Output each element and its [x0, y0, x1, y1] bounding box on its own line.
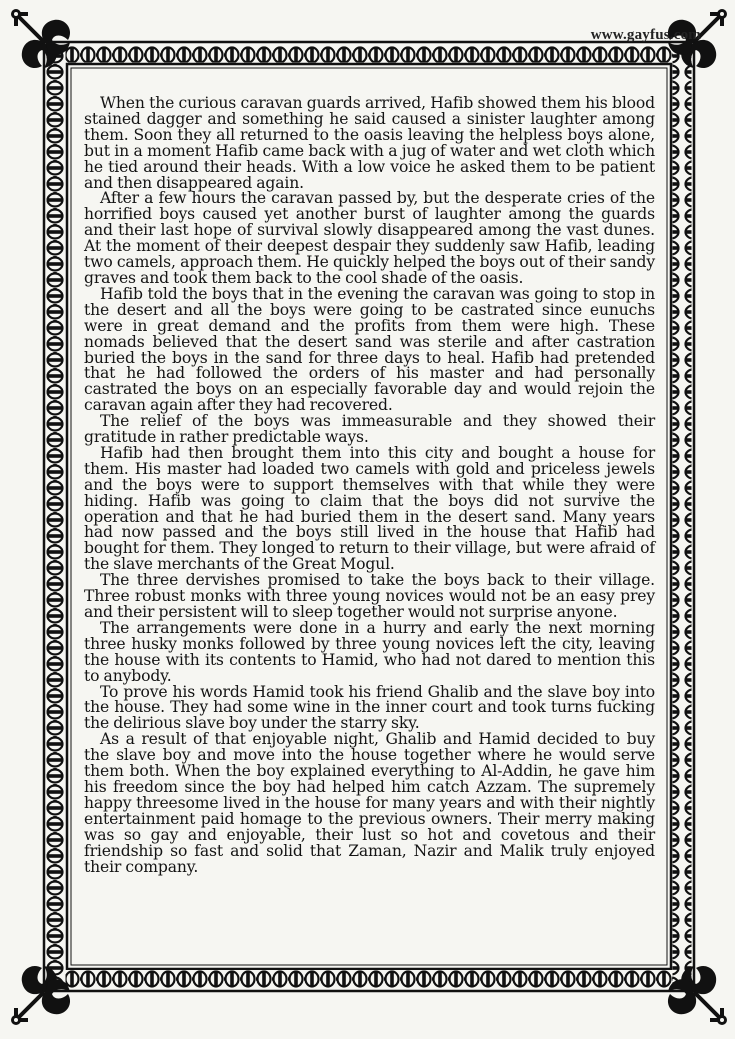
paragraph: Hafib had then brought them into this city and bought a house for them. His master had loaded two camels with gold and priceless jewels and the boys were to support themselves with that while they were hiding. Hafib was going to claim that the boys did not survive the operation and that he had buried them in the desert sand. Many years had now passed and the boys still lived in the house that Hafib had bought for them. They longed to return to their village, but were afraid of the slave merchants of the Great Mogul.: [84, 443, 655, 574]
paragraph: The relief of the boys was immeasurable and they showed their gratitude in rather predictable ways.: [84, 412, 655, 447]
watermark-url[interactable]: www.gayfus.com: [590, 27, 701, 43]
paragraph: The arrangements were done in a hurry and early the next morning three husky monks followed by three young novices left the city, leaving the house with its contents to Hamid, who had not dared to mention this to anybody.: [84, 618, 655, 685]
paragraph: As a result of that enjoyable night, Ghalib and Hamid decided to buy the slave boy and move into the house together where he would serve them both. When the boy explained everything to Al-Addin, he gave him his freedom since the boy had helped him catch Azzam. The supremely happy threesome lived in the house for many years and with their nightly entertainment paid homage to the previous owners. Their merry making was so gay and enjoyable, their lust so hot and covetous and their friendship so fast and solid that Zaman, Nazir and Malik truly enjoyed their company.: [84, 730, 655, 876]
paragraph: The three dervishes promised to take the boys back to their village. Three robust monks with three young novices would not be an easy prey and their persistent will to sleep together would not surprise anyone.: [84, 571, 655, 621]
paragraph: After a few hours the caravan passed by, but the desperate cries of the horrified boys caused yet another burst of laughter among the guards and their last hope of survival slowly disappeared among the vast dunes. At the moment of their deepest despair they suddenly saw Hafib, leading two camels, approach them. He quickly helped the boys out of their sandy graves and took them back to the cool shade of the oasis.: [84, 189, 655, 287]
paragraph: To prove his words Hamid took his friend Ghalib and the slave boy into the house. They had some wine in the inner court and took turns fucking the delirious slave boy under the starry sky.: [84, 682, 655, 733]
story-text: [84, 96, 655, 875]
paragraph: When the curious caravan guards arrived, Hafib showed them his blood stained dagger and something he said caused a sinister laughter among them. Soon they all returned to the oasis leaving the helpless boys alone, but in a moment Hafib came back with a jug of water and wet cloth which he tied around their heads. With a low voice he asked them to be patient and then disappeared again.: [84, 94, 655, 192]
paragraph: Hafib told the boys that in the evening the caravan was going to stop in the desert and all the boys were going to be castrated since eunuchs were in great demand and the profits from them were high. These nomads believed that the desert sand was sterile and after castration buried the boys in the sand for three days to heal. Hafib had pretended that he had followed the orders of his master and had personally castrated the boys on an especially favorable day and would rejoin the caravan again after they had recovered.: [84, 284, 655, 415]
